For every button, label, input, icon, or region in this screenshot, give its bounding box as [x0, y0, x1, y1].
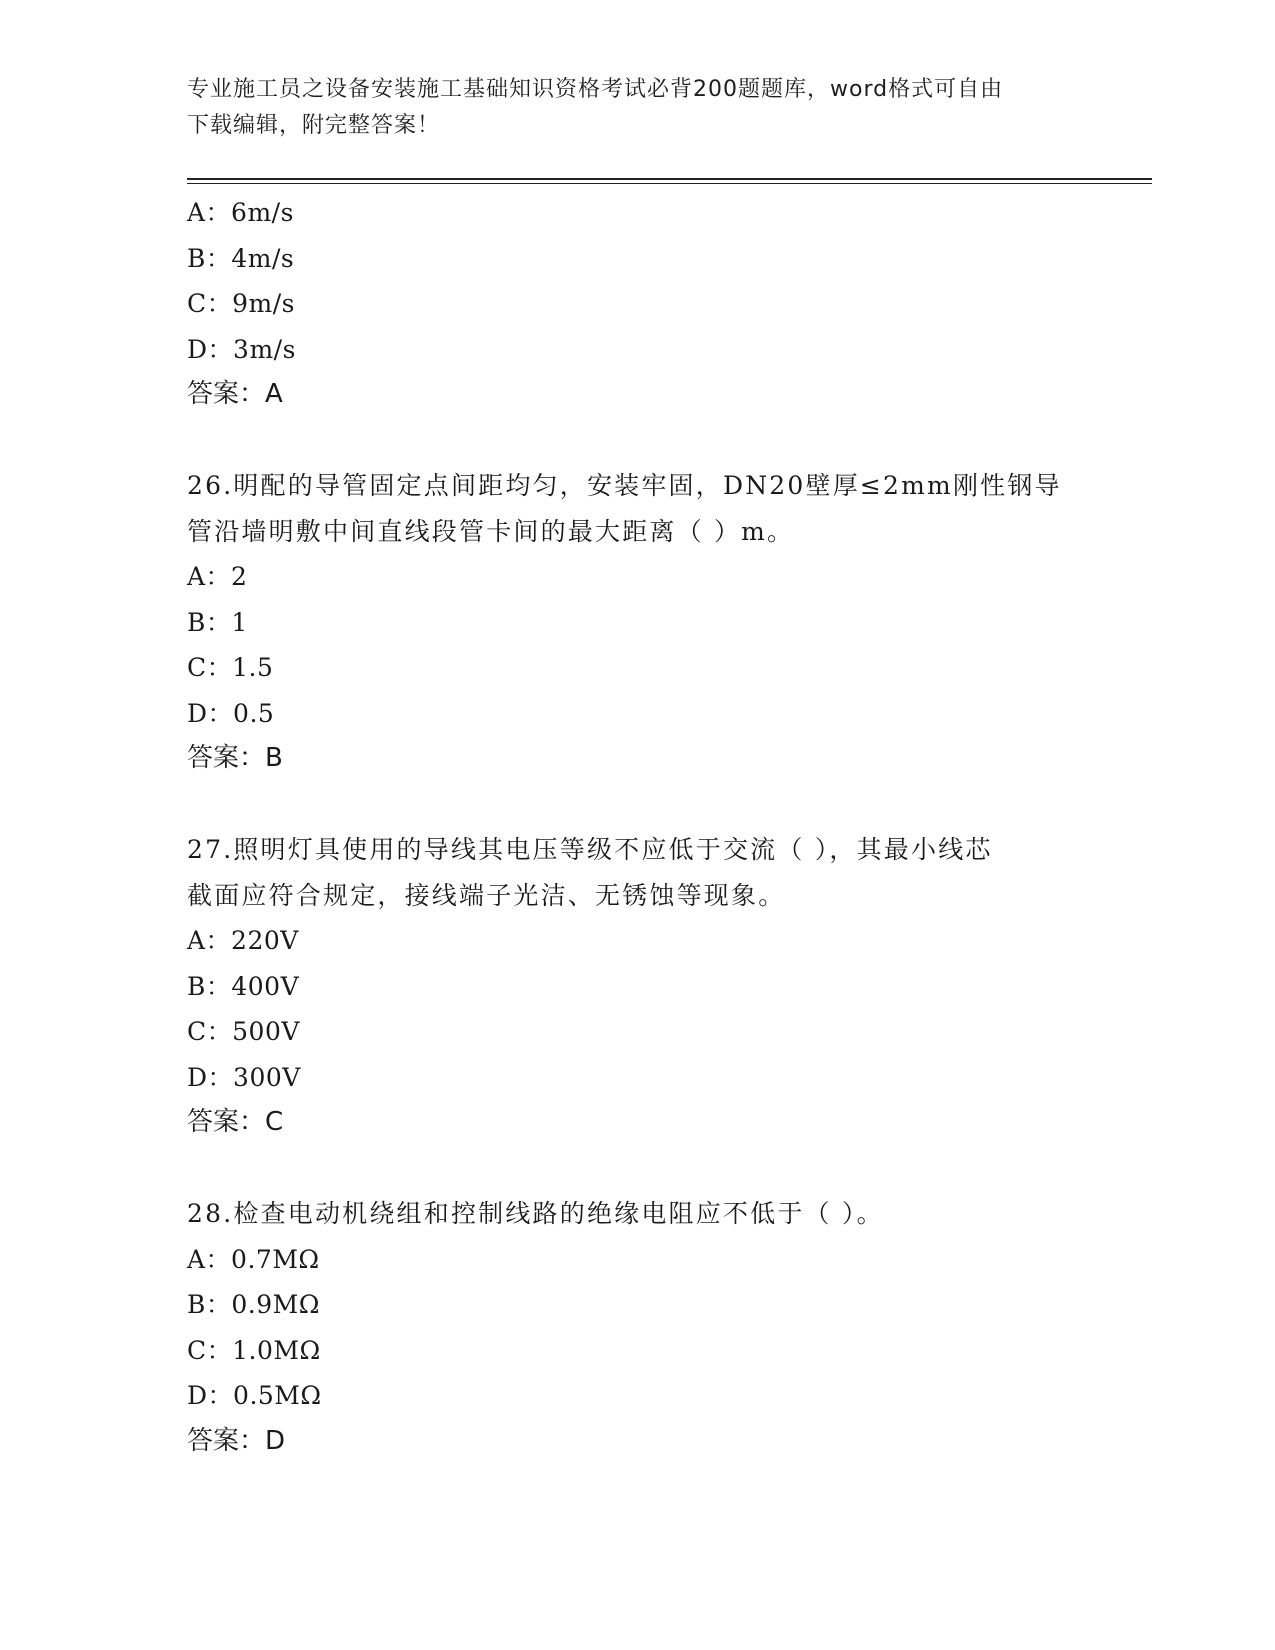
- question-28: [187, 1191, 1087, 1464]
- header-title-line-1: 专业施工员之设备安装施工基础知识资格考试必背200题题库，word格式可自由: [187, 77, 1004, 102]
- option-b: B：4m/s: [187, 243, 295, 273]
- option-b: B：1: [187, 607, 248, 637]
- option-d: D：0.5MΩ: [187, 1381, 322, 1410]
- option-a: A：2: [187, 562, 248, 591]
- option-c: C：9m/s: [187, 289, 295, 318]
- option-d: D：300V: [187, 1062, 301, 1092]
- header-rule-thin: [187, 183, 1152, 184]
- question-line-2: 截面应符合规定，接线端子光洁、无锈蚀等现象。: [187, 880, 786, 910]
- question-line-2: 管沿墙明敷中间直线段管卡间的最大距离（ ）m。: [187, 516, 795, 546]
- question-line-1: 27.照明灯具使用的导线其电压等级不应低于交流（ ），其最小线芯: [187, 835, 993, 864]
- document-header: [187, 72, 1067, 144]
- option-c: C：500V: [187, 1017, 300, 1046]
- question-25-tail: [187, 190, 1087, 418]
- option-b: B：0.9MΩ: [187, 1290, 320, 1319]
- option-c: C：1.0MΩ: [187, 1335, 321, 1365]
- option-a: A：0.7MΩ: [187, 1244, 320, 1274]
- question-line-1: 26.明配的导管固定点间距均匀，安装牢固，DN20壁厚≤2mm刚性钢导: [187, 471, 1062, 500]
- option-a: A：220V: [187, 926, 299, 955]
- spacer: [187, 1146, 1087, 1192]
- question-text: [187, 463, 1067, 554]
- question-line-1: 28.检查电动机绕组和控制线路的绝缘电阻应不低于（ ）。: [187, 1199, 884, 1228]
- question-27: [187, 827, 1087, 1146]
- header-title-line-2: 下载编辑，附完整答案！: [187, 113, 441, 138]
- spacer: [187, 782, 1087, 828]
- question-text: [187, 1191, 1067, 1237]
- option-b: B：400V: [187, 971, 300, 1001]
- document-body: [187, 190, 1087, 1464]
- option-c: C：1.5: [187, 653, 274, 682]
- option-d: D：0.5: [187, 698, 275, 728]
- answer-label: 答案：C: [187, 1107, 284, 1137]
- option-d: D：3m/s: [187, 334, 296, 364]
- question-text: [187, 827, 1067, 918]
- spacer: [187, 418, 1087, 464]
- header-rule-thick: [187, 178, 1152, 180]
- answer-label: 答案：D: [187, 1425, 286, 1456]
- answer-label: 答案：A: [187, 379, 283, 409]
- question-26: [187, 463, 1087, 782]
- option-a: A：6m/s: [187, 198, 294, 227]
- answer-label: 答案：B: [187, 743, 283, 773]
